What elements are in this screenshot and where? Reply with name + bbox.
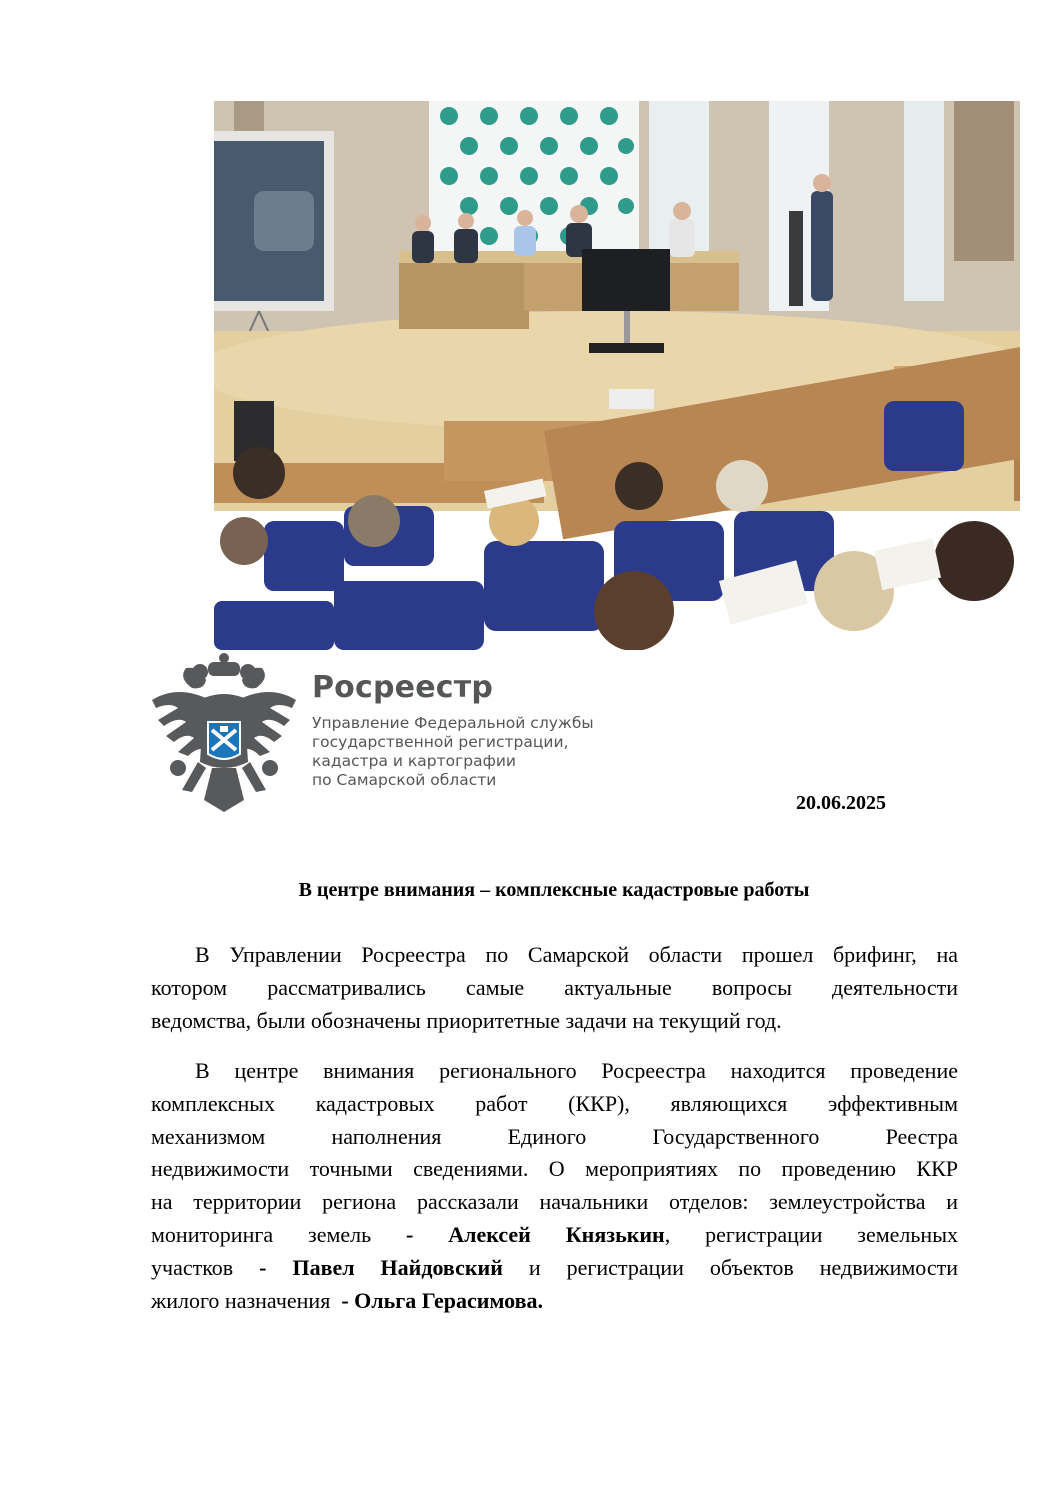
paragraph-line [151,1219,958,1252]
briefing-photo-illustration [214,101,1020,650]
paragraph-line: комплексных кадастровых работ (ККР), являющихся эффективным [151,1090,958,1116]
document-date: 20.06.2025 [796,792,886,814]
speaker-name: - Павел Найдовский [259,1254,503,1280]
paragraph-line: недвижимости точными сведениями. О мероприятиях по проведению ККР [151,1156,958,1182]
paragraph-line: ведомства, были обозначены приоритетные задачи на текущий год. [151,1007,782,1033]
document-title: В центре внимания – комплексные кадастровые работы [298,879,810,901]
brand-subtitle [312,714,652,790]
line-text: и регистрации объектов недвижимости [502,1254,958,1280]
paragraph-line [151,1285,958,1318]
brand-subtitle-line: по Самарской области [312,771,497,789]
brand-subtitle-line: государственной регистрации, [312,733,569,751]
line-text: жилого назначения [151,1287,342,1313]
brand-name: Росреестр [312,670,493,705]
speaker-name: - Алексей Князькин [406,1221,665,1247]
line-text: мониторинга земель [151,1221,407,1247]
paragraph-line: В центре внимания регионального Росреестра находится проведение [195,1058,958,1083]
paragraph-line: В Управлении Росреестра по Самарской области прошел брифинг, на [195,942,958,967]
rosreestr-emblem-icon [148,650,300,816]
paragraph-line: на территории региона рассказали начальники отделов: землеустройства и [151,1189,958,1215]
paragraph-1 [151,939,958,1037]
speaker-name: - Ольга Герасимова. [341,1287,544,1313]
brand-subtitle-line: кадастра и картографии [312,752,516,770]
brand-subtitle-line: Управление Федеральной службы [312,714,594,732]
line-text: участков [151,1254,260,1280]
paragraph-line: котором рассматривались самые актуальные вопросы деятельности [151,974,958,1000]
paragraph-line: механизмом наполнения Единого Государственного Реестра [151,1123,958,1149]
paragraph-2 [151,1055,958,1317]
paragraph-line [151,1252,958,1285]
briefing-photo [214,101,1020,650]
line-text: , регистрации земельных [664,1221,958,1247]
